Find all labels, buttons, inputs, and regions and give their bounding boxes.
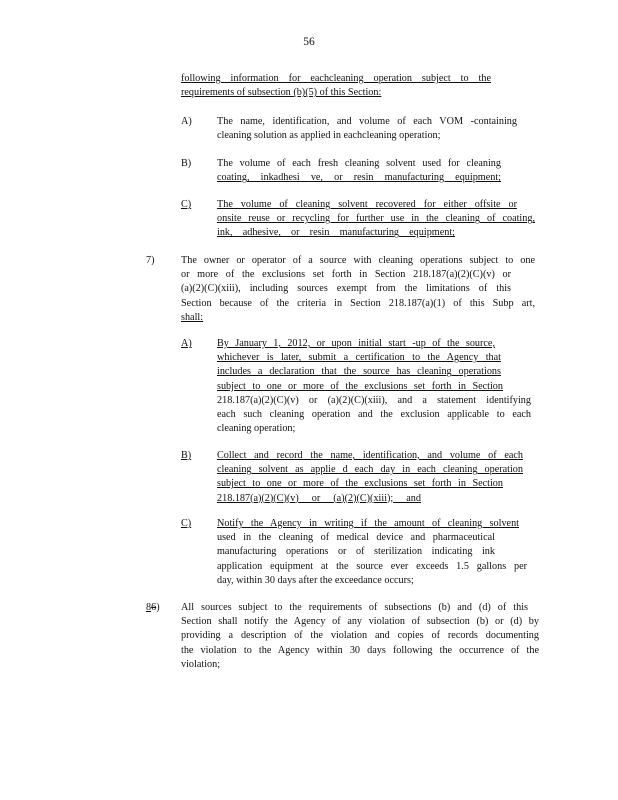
text-line: By January 1, 2012, or upon initial start -up of the source, (217, 338, 495, 349)
item-label: A) (181, 116, 192, 127)
text-line: application equipment at the source ever exceeds 1.5 gallons per (217, 560, 527, 572)
text-line: cleaning operation; (217, 423, 296, 435)
text-line: 218.187(a)(2)(C)(v) or (a)(2)(C)(xiii); and (217, 492, 421, 504)
text-line: The name, identification, and volume of each VOM -containing (217, 116, 517, 127)
text-line: violation; (181, 658, 221, 670)
item-c2-text (217, 517, 527, 588)
page-number: 56 (303, 36, 315, 48)
item-c-text (217, 198, 535, 241)
text-line: The volume of cleaning solvent recovered for either offsite or (217, 199, 517, 210)
item-b2-text (217, 449, 523, 506)
text-line: The owner or operator of a source with cleaning operations subject to one (181, 255, 535, 266)
item-label: B) (181, 450, 192, 461)
label-paren: ) (156, 602, 160, 613)
text-line: coating, inkadhesi ve, or resin manufacturing equipment; (217, 172, 501, 184)
text-line: Notify the Agency in writing if the amount of cleaning solvent (217, 518, 519, 529)
paragraph-8-text (181, 601, 539, 672)
text-line: each such cleaning operation and the exclusion applicable to each (217, 409, 531, 421)
inserted-number: 8 (146, 602, 152, 613)
text-line: used in the cleaning of medical device and pharmaceutical (217, 532, 495, 544)
text-line: subject to one or more of the exclusions set forth in Section (217, 380, 503, 392)
item-b-text (217, 157, 501, 185)
text-line: subject to one or more of the exclusions set forth in Section (217, 478, 503, 490)
text-line: cleaning solution as applied in eachcleaning operation; (217, 130, 441, 142)
text-line: Section shall notify the Agency of any violation of subsection (b) or (d) by (181, 616, 539, 628)
text-line: onsite reuse or recycling for further use in the cleaning of coating, (217, 213, 535, 225)
text-line: day, within 30 days after the exceedance occurs; (217, 574, 414, 586)
intro-paragraph (181, 72, 491, 100)
item-label: A) (181, 338, 192, 349)
deleted-number: 6 (151, 602, 157, 613)
item-label: B) (181, 158, 192, 169)
text-line: cleaning solvent as applie d each day in each cleaning operation (217, 464, 523, 476)
text-line: requirements of subsection (b)(5) of this Section: (181, 87, 382, 99)
text-line: (a)(2)(C)(xiii), including sources exempt from the limitations of this (181, 283, 511, 295)
paragraph-7-text (181, 254, 535, 325)
paragraph-label: 7) (146, 255, 155, 266)
text-line: All sources subject to the requirements of subsections (b) and (d) of this (181, 602, 528, 613)
text-line: includes a declaration that the source has cleaning operations (217, 366, 501, 378)
text-line: Collect and record the name, identification, and volume of each (217, 450, 523, 461)
item-label: C) (181, 199, 192, 210)
text-line: following information for eachcleaning operation subject to the (181, 73, 491, 84)
text-line: Section because of the criteria in Section 218.187(a)(1) of this Subp art, (181, 297, 535, 309)
text-line: ink, adhesive, or resin manufacturing equipment; (217, 227, 455, 239)
text-line: whichever is later, submit a certification to the Agency that (217, 352, 501, 364)
text-line: providing a description of the violation and copies of records documenting (181, 630, 539, 642)
text-line: the violation to the Agency within 30 days following the occurrence of the (181, 644, 539, 656)
text-line: shall: (181, 311, 204, 323)
item-a2-text (217, 337, 531, 436)
text-line: 218.187(a)(2)(C)(v) or (a)(2)(C)(xiii), and a statement identifying (217, 394, 531, 406)
text-line: The volume of each fresh cleaning solvent used for cleaning (217, 158, 501, 169)
paragraph-label (146, 601, 160, 615)
item-a-text (217, 115, 517, 143)
text-line: or more of the exclusions set forth in Section 218.187(a)(2)(C)(v) or (181, 269, 511, 281)
item-label: C) (181, 518, 192, 529)
text-line: manufacturing operations or of sterilization indicating ink (217, 546, 495, 558)
